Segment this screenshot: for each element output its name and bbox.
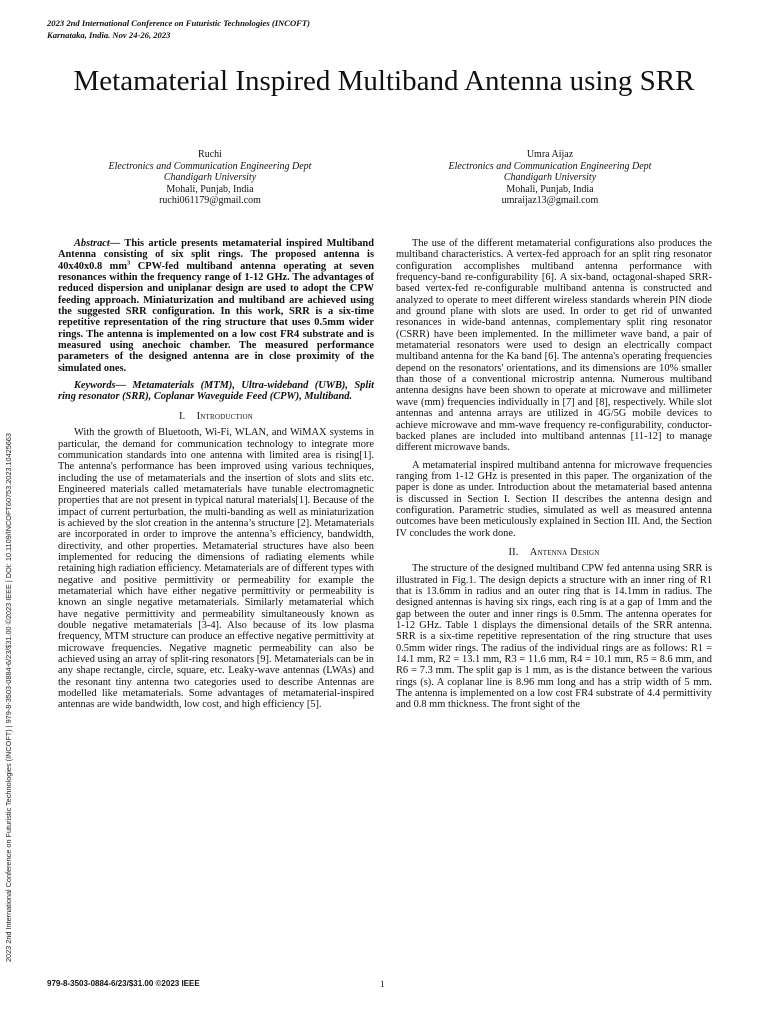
abstract-text-a: This article presents metamaterial inspired Multiband Antenna consisting of six split rings. The proposed antenna is 40x40x0.8 mm <box>58 238 374 272</box>
author-block-2 <box>420 149 680 207</box>
author-dept: Electronics and Communication Engineering Dept <box>448 160 652 172</box>
section-number: II. <box>508 546 519 558</box>
keywords-text: Metamaterials (MTM), Ultra-wideband (UWB), Split ring resonator (SRR), Coplanar Waveguide Feed (CPW), Multiband. <box>58 380 374 403</box>
author-university: Chandigarh University <box>163 172 257 184</box>
abstract-text-b: CPW-fed multiband antenna operating at seven resonances within the frequency range of 1-12 GHz. The advantages of reduced dispersion and uniplanar design are used to adopt the CPW feeding approach. Miniaturization and multiband are achieved using the suggested SRR configuration. In this work, SRR is a six-time repetitive representation of the ring structure that uses 0.5mm wider rings. The antenna is implemented on a low cost FR4 substrate and is measured using anechoic chamber. The measured performance parameters of the designed antenna are in close proximity of the simulated ones. <box>58 260 374 374</box>
section-number: I. <box>178 410 186 422</box>
left-column <box>58 238 374 717</box>
page-number: 1 <box>380 979 385 989</box>
section-heading-antenna-design <box>396 547 712 558</box>
author-email: ruchi061179@gmail.com <box>159 195 261 207</box>
section-title: Introduction <box>196 410 254 422</box>
paper-title: Metamaterial Inspired Multiband Antenna using SRR <box>73 65 695 97</box>
author-email: umraijaz13@gmail.com <box>501 195 599 207</box>
intro-paragraph: With the growth of Bluetooth, Wi-Fi, WLAN, and WiMAX systems in particular, the demand for communication technology to integrate more communication standards into one antenna with limited area is rising[1]. The antenna's performance has been improved using various techniques, including the use of metamaterials and the insertion of slots and slits etc. Engineered materials called metamaterials have tunable electromagnetic properties that are not present in typical natural materials[1]. Because of the impact of current perturbation, the multi-banding as well as miniaturization is achieved by the slot creation in the antenna’s structure [2]. Metamaterials are incorporated in order to improve the antenna’s efficiency, bandwidth, directivity, and other properties. Metamaterial structures have also been implemented for reducing the dimensions of radiating elements while retaining high radiation efficiency. Metamaterials are of different types with negative and positive permittivity or permeability for example the metamaterial which have either negative permittivity or permeability is known an single negative metamaterials. Similarly metamaterial which have negative permittivity and permeability simultaneously known as double negative metamaterials [3-4]. Also because of its low plasma frequency, MTM structure can produce an effective negative permittivity at microwave frequencies. Negative magnetic permeability can also be achieved using an array of split-ring resonators [9]. Metamaterials can be in any shape rectangle, circle, square, etc. Leaky-wave antennas (LWAs) and the resonant tiny antenna two categories used to describe Antennas are modelled like metamaterials. Some advantages of metamaterial-inspired antennas are wide bandwidth, low cost, and high efficiency [5]. <box>58 427 374 711</box>
right-paragraph-2: A metamaterial inspired multiband antenna for microwave frequencies ranging from 1-12 GHz is presented in this paper. The organization of the paper is done as under. Introduction about the metamaterial based antenna is discussed in Section I. Section II describes the antenna design and configuration. Parametric studies, simulated as well as measured antenna outcomes have been meticulously explained in Section III. And, the Section IV concludes the work done. <box>396 459 712 539</box>
side-metadata-strip: 2023 2nd International Conference on Futuristic Technologies (INCOFT) | 979-8-3503-0884-6/23/$31.00 ©2023 IEEE | DOI: 10.1109/INCOFT60753.2023.10425663 <box>4 433 13 962</box>
author-block-1 <box>80 149 340 207</box>
author-dept: Electronics and Communication Engineering Dept <box>108 160 312 172</box>
design-paragraph: The structure of the designed multiband CPW fed antenna using SRR is illustrated in Fig.1. The design depicts a structure with an inner ring of R1 that is 13.6mm in radius and an outer ring that is 14.1mm in radius. The designed antennas is having six rings, each ring is at a gap of 1mm and the gap between the outer and inner rings is 0.5mm. The antenna operates for 1-12 GHz. Table 1 displays the dimensional details of the SRR antenna. SRR is a six-time repetitive representation of the ring structure that uses 0.5mm wider rings. The radius of the individual rings are as follows: R1 = 14.1 mm, R2 = 13.1 mm, R3 = 11.6 mm, R4 = 10.1 mm, R5 = 8.6 mm, and R6 = 7.3 mm. The split gap is 1 mm, as is the distance between the various rings (s). A coplanar line is 8.96 mm long and has a strip width of 5 mm. The antenna is implemented on a low cost FR4 substrate of 4.4 permittivity and 0.8 mm thickness. The front sight of the <box>396 563 712 711</box>
section-heading-introduction <box>58 411 374 422</box>
author-place: Mohali, Punjab, India <box>166 183 254 195</box>
author-university: Chandigarh University <box>503 172 597 184</box>
footer-isbn: 979-8-3503-0884-6/23/$31.00 ©2023 IEEE <box>47 979 200 988</box>
abstract <box>58 238 374 374</box>
abstract-sup: 3 <box>126 259 131 267</box>
author-name: Umra Aijaz <box>526 149 574 160</box>
right-column <box>396 238 712 717</box>
abstract-lead: Abstract— <box>74 238 121 249</box>
section-title: Antenna Design <box>529 546 600 558</box>
conference-location: Karnataka, India. Nov 24-26, 2023 <box>47 30 171 40</box>
keywords-lead: Keywords— <box>74 380 126 392</box>
author-name: Ruchi <box>198 149 222 160</box>
right-paragraph-1: The use of the different metamaterial configurations also produces the multiband characteristics. A vertex-fed approach for an split ring resonator configuration accomplishes multiband antenna performance with frequency-band re-configurability [6]. A six-band, octagonal-shaped SRR-based vertex-fed re-configurable multiband antenna is constructed and analyzed to operate to meet different wireless standards wherein PIN diode and ground plane with slots are used. In order to get rid of unwanted resonances in wide-band antennas, complementary split ring resonator (CSRR) have been implemented. In the millimeter wave band, a pair of metamaterial resonators were used to design an electrically compact multiband antenna for the Ka band [6]. The antenna's operating frequencies depend on the resonators' orientations, and its dimensions are 10% smaller than those of a conventional microstrip antenna. Numerous multiband antenna designs have been shown to operate at microwave and millimeter wave (mm) frequencies individually in [7] and [8], respectively. While slot antennas and antenna arrays are utilized in 4G/5G mobile devices to achieve microwave and mm-wave frequency re-configurability, conductor-backed planes are included into multiband antennas [11-12] to manage different microwave bands. <box>396 238 712 454</box>
conference-header: 2023 2nd International Conference on Futuristic Technologies (INCOFT) <box>47 18 311 28</box>
author-place: Mohali, Punjab, India <box>506 183 594 195</box>
keywords <box>58 380 374 403</box>
